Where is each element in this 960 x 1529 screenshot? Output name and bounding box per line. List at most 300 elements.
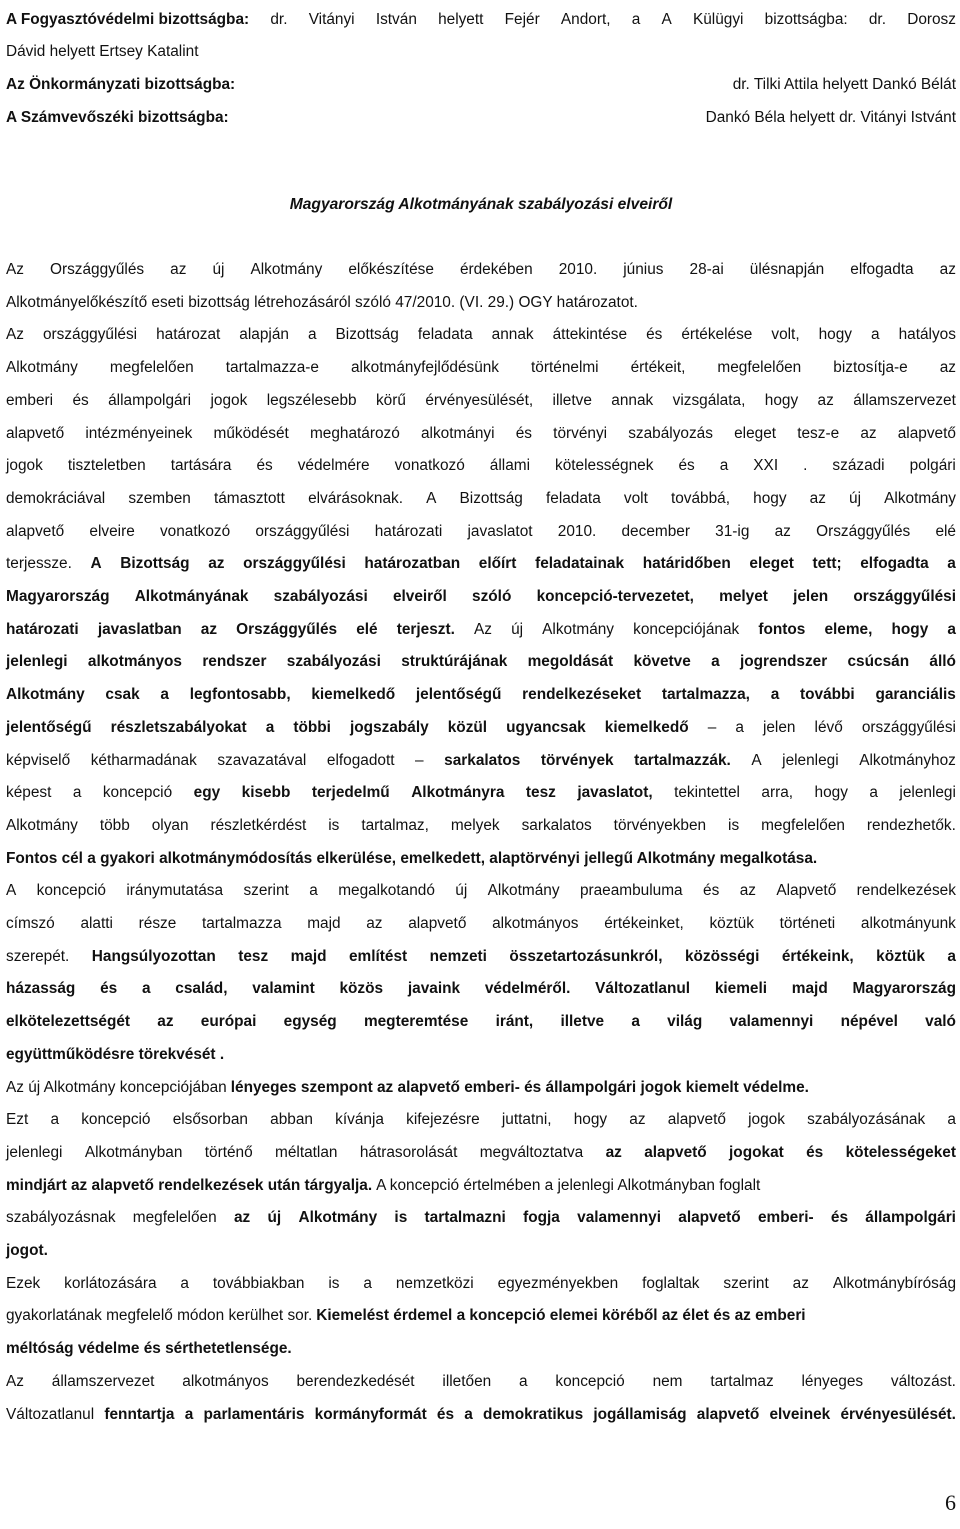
text-span: több xyxy=(99,816,130,834)
text-span: rendezhetők. xyxy=(866,816,956,834)
bold-text: az xyxy=(233,1209,251,1227)
text-span: az xyxy=(809,489,826,507)
bold-text: elveinek xyxy=(769,1405,831,1423)
text-span: abban xyxy=(270,1111,313,1129)
text-span: melyek xyxy=(450,816,500,834)
bold-text: javaslatban xyxy=(97,620,182,638)
text-span: alatti xyxy=(80,915,113,932)
bold-text: A xyxy=(90,555,102,573)
text-span: alkotmányos xyxy=(492,915,579,932)
bold-text: köztük xyxy=(876,947,925,965)
bold-text: alapvető xyxy=(678,1209,741,1227)
text-span: történő xyxy=(204,1143,253,1161)
text-span: feladata xyxy=(545,489,601,507)
bold-text: iránt, xyxy=(495,1013,534,1031)
bold-text: európai xyxy=(200,1013,257,1031)
text-line xyxy=(6,1399,956,1432)
text-span: új xyxy=(212,261,225,278)
text-span: támasztott xyxy=(213,489,285,507)
bold-text: csak xyxy=(105,686,140,704)
text-span: A koncepció értelmében a jelenlegi Alkotmányban foglalt xyxy=(376,1176,761,1194)
bold-text: határidőben xyxy=(642,555,731,573)
bold-text: garanciális xyxy=(875,686,956,704)
bold-text: nemzeti xyxy=(429,947,487,965)
text-span: jogok xyxy=(6,457,43,475)
text-span: emberi xyxy=(6,391,54,409)
text-span: törvényekben xyxy=(613,816,707,834)
bold-text: a xyxy=(160,686,169,704)
text-span: nem xyxy=(652,1372,683,1390)
bold-text: Bizottság xyxy=(120,555,190,573)
text-span: annak xyxy=(611,391,654,409)
text-span: a xyxy=(50,1111,59,1129)
text-span: továbbiakban xyxy=(212,1274,305,1292)
text-span: történelmi xyxy=(531,359,599,377)
text-span: legszélesebb xyxy=(266,391,357,409)
text-span: bizottságba: xyxy=(764,10,848,28)
text-span: áttekintése xyxy=(552,326,628,344)
text-span: berendezkedését xyxy=(296,1372,415,1390)
text-span: alkotmányi xyxy=(420,424,495,442)
text-span: az xyxy=(817,391,834,409)
text-span: polgári xyxy=(909,457,956,475)
text-span: a xyxy=(631,10,641,28)
bold-text: fontos xyxy=(758,620,806,638)
text-span: juttatni, xyxy=(501,1111,552,1129)
text-span: Bizottság xyxy=(459,489,523,507)
bold-text: javaslatot, xyxy=(577,784,653,802)
bold-text: és xyxy=(100,980,118,998)
text-span: – xyxy=(415,751,424,769)
text-line xyxy=(6,1366,956,1399)
text-span: hogy xyxy=(753,489,787,507)
text-span: Változatlanul xyxy=(6,1405,95,1423)
bold-text: méltóság védelme és sérthetetlensége. xyxy=(6,1340,292,1358)
bold-text: határozatban xyxy=(364,555,461,573)
text-span: határozati xyxy=(374,522,443,540)
bold-text: sarkalatos xyxy=(444,751,521,769)
text-span: elfogadott xyxy=(326,751,395,769)
text-line xyxy=(6,102,956,135)
text-span: Az xyxy=(6,326,24,344)
text-span: az xyxy=(939,359,956,377)
page-number: 6 xyxy=(945,1490,956,1515)
bold-text: a xyxy=(770,686,780,704)
text-span: hátrasorolását xyxy=(359,1143,458,1161)
bold-text: álló xyxy=(929,653,956,671)
text-span: megfelelően xyxy=(109,359,194,377)
bold-text: megteremtése xyxy=(363,1013,469,1031)
bold-text: Az Önkormányzati bizottságba: xyxy=(6,75,236,93)
text-span: dr. xyxy=(868,10,886,28)
text-span: és xyxy=(72,391,89,409)
text-line xyxy=(6,1104,956,1137)
text-span: hogy xyxy=(814,784,848,802)
bold-text: elé xyxy=(356,620,378,638)
bold-text: közös xyxy=(339,980,384,998)
text-line xyxy=(6,1137,956,1170)
bold-text: többi xyxy=(293,718,331,736)
bold-text: tartalmazni xyxy=(424,1209,506,1227)
text-span: továbbá, xyxy=(670,489,731,507)
bold-text: a xyxy=(947,620,956,638)
text-span: századi xyxy=(832,457,885,475)
bold-text: kormányformát xyxy=(314,1405,427,1423)
text-line xyxy=(6,1072,956,1105)
bold-text: struktúrájának xyxy=(401,653,508,671)
bold-text: törvények xyxy=(540,751,614,769)
text-span: országgyűlési xyxy=(255,522,350,540)
text-line xyxy=(6,319,956,352)
text-span: jelenlegi xyxy=(782,751,839,769)
text-span: vonatkozó xyxy=(394,457,465,475)
bold-text: Magyarország xyxy=(852,980,956,998)
text-span: Országgyűlés xyxy=(816,522,911,540)
text-span: Alkotmány xyxy=(884,489,956,507)
text-span: 2010. xyxy=(557,522,597,540)
bold-text: javaink xyxy=(407,980,461,998)
text-span: ülésnapján xyxy=(749,261,825,278)
bold-text: demokratikus xyxy=(483,1405,584,1423)
text-span: Alkotmány xyxy=(487,882,560,900)
text-span: illetve xyxy=(552,391,592,409)
text-span: XXI xyxy=(753,457,779,475)
text-span: részletkérdést xyxy=(210,816,307,834)
text-span: alapvető xyxy=(6,424,65,442)
text-span: alkotmányfejlődésünk xyxy=(351,359,500,377)
bold-text: világ xyxy=(667,1013,703,1031)
text-span: foglaltak xyxy=(642,1274,700,1292)
bold-text: népével xyxy=(840,1013,898,1031)
bold-text: követve xyxy=(633,653,691,671)
text-span: Alkotmány xyxy=(6,359,78,377)
text-span: annak xyxy=(491,326,534,344)
text-span: feladata xyxy=(417,326,473,344)
text-span: megfelelően xyxy=(761,816,845,834)
bold-text: egység xyxy=(283,1013,337,1031)
text-span: Az xyxy=(6,1372,24,1390)
text-span: illetően xyxy=(442,1372,492,1390)
text-span: elvárásoknak. xyxy=(308,489,404,507)
bold-text: és xyxy=(830,1209,849,1227)
bold-text: tartalmazza, xyxy=(661,686,750,704)
text-span: nemzetközi xyxy=(395,1274,474,1292)
text-span: megváltoztatva xyxy=(479,1143,584,1161)
bold-text: Magyarország xyxy=(6,588,110,605)
bold-text: elveiről xyxy=(392,588,447,605)
text-span: tesz-e xyxy=(797,424,840,442)
text-span: A xyxy=(6,882,17,900)
text-span: a xyxy=(719,457,729,475)
text-span: A xyxy=(426,489,437,507)
bold-text: alkotmányos xyxy=(87,653,182,671)
text-line xyxy=(6,418,956,451)
text-span: címszó xyxy=(6,915,55,932)
text-span: volt xyxy=(623,489,648,507)
bold-text: a xyxy=(631,1013,640,1031)
text-span: képest xyxy=(6,784,52,802)
bold-text: jelentőségű xyxy=(6,718,92,736)
text-span: előkészítése xyxy=(348,261,434,278)
text-span: a xyxy=(947,1111,956,1129)
text-span: Alkotmánybíróság xyxy=(832,1274,956,1292)
bold-text: közül xyxy=(447,718,488,736)
text-span: elveire xyxy=(89,522,135,540)
bold-text: fogja xyxy=(523,1209,560,1227)
bold-text: védelméről. xyxy=(484,980,571,998)
text-span: alapvető xyxy=(6,522,65,540)
text-span: az xyxy=(739,882,756,900)
text-span: sarkalatos xyxy=(521,816,592,834)
bold-text: Alkotmány xyxy=(298,1209,378,1227)
text-line xyxy=(6,908,956,941)
bold-text: és xyxy=(806,1143,824,1161)
bold-text: eleme, xyxy=(824,620,873,638)
text-span: 2010. xyxy=(558,261,598,278)
section-title: Magyarország Alkotmányának szabályozási elveiről xyxy=(289,196,673,213)
bold-text: hogy xyxy=(891,620,929,638)
bold-text: a xyxy=(141,980,151,998)
text-span: Külügyi xyxy=(692,10,744,28)
text-span: értékeit, xyxy=(630,359,686,377)
bold-text: az xyxy=(208,555,225,573)
text-span: jogok xyxy=(210,391,248,409)
bold-text: valamint xyxy=(252,980,315,998)
bold-text: alapvető xyxy=(696,1405,760,1423)
text-line xyxy=(6,450,956,483)
text-span: államszervezet xyxy=(853,391,956,409)
bold-text: az xyxy=(200,620,218,638)
bold-text: való xyxy=(925,1013,956,1031)
text-span: alapján xyxy=(239,326,289,344)
text-span: terjessze. xyxy=(6,555,72,573)
bold-text: érvényesülését. xyxy=(840,1405,956,1423)
bold-text: és xyxy=(436,1405,455,1423)
text-span: megfelelően xyxy=(717,359,802,377)
bold-text: csúcsán xyxy=(847,653,910,671)
text-span: alapvető xyxy=(408,915,467,932)
text-line xyxy=(6,1039,956,1072)
text-span: és xyxy=(515,424,532,442)
bold-text: mindjárt az alapvető rendelkezések után tárgyalja. xyxy=(6,1176,373,1194)
text-span: koncepció xyxy=(36,882,106,900)
bold-text: a xyxy=(947,947,956,965)
bold-text: állampolgári xyxy=(865,1209,956,1227)
bold-text: illetve xyxy=(560,1013,605,1031)
bold-text: jelentőségű xyxy=(415,686,502,704)
text-span: korlátozására xyxy=(64,1274,157,1292)
bold-text: országgyűlési xyxy=(243,555,346,573)
bold-text: szabályozási xyxy=(286,653,381,671)
text-span: érvényesülését, xyxy=(425,391,534,409)
text-span: vizsgálata, xyxy=(672,391,746,409)
text-span: és xyxy=(256,457,273,475)
text-span: és xyxy=(678,457,695,475)
text-span: tekintettel xyxy=(674,784,740,802)
text-span: megalkotandó xyxy=(338,882,435,900)
text-line xyxy=(6,1006,956,1039)
text-span: Alkotmány xyxy=(6,816,78,834)
text-span: Andort, xyxy=(560,10,611,28)
text-line xyxy=(6,254,956,287)
bold-text: kisebb xyxy=(241,784,291,802)
text-span: elsősorban xyxy=(172,1111,248,1129)
text-span: az xyxy=(792,1274,809,1292)
bold-text: kiemelkedő xyxy=(604,718,689,736)
bold-text: eleget xyxy=(749,555,794,573)
bold-text: rendszer xyxy=(202,653,267,671)
text-span: a xyxy=(869,784,878,802)
bold-text: előírt xyxy=(478,555,517,573)
text-span: alapvető xyxy=(897,424,956,442)
bold-text: határozati xyxy=(6,620,79,638)
bold-text: jogszabály xyxy=(349,718,429,736)
text-span: hogy xyxy=(573,1111,608,1129)
text-line xyxy=(6,69,956,102)
text-span: arra, xyxy=(761,784,794,802)
text-span: a xyxy=(309,882,318,900)
bold-text: Alkotmányának xyxy=(134,588,249,605)
bold-text: majd xyxy=(290,947,327,965)
text-span: tartalmaz xyxy=(710,1372,774,1390)
text-span: lévő xyxy=(814,718,843,736)
text-span: szabályozás xyxy=(628,424,713,442)
bold-text: jogokat xyxy=(729,1143,784,1161)
text-span: eleget xyxy=(734,424,777,442)
bold-text: jogot. xyxy=(6,1242,48,1259)
text-span: állampolgári xyxy=(108,391,192,409)
bold-text: országgyűlési xyxy=(853,588,956,605)
bold-text: tesz xyxy=(525,784,556,802)
text-span: Az új Alkotmány koncepciójában xyxy=(6,1078,227,1096)
text-span: és xyxy=(646,326,663,344)
text-span: kétharmadának xyxy=(90,751,197,769)
text-span: Alkotmány xyxy=(250,261,323,278)
text-span: része xyxy=(138,915,177,932)
bold-text: Alkotmányra xyxy=(411,784,505,802)
text-span: országgyűlési xyxy=(861,718,956,736)
text-span: Alkotmányban xyxy=(84,1143,183,1161)
text-span: államszervezet xyxy=(51,1372,155,1390)
text-line xyxy=(6,516,956,549)
bold-text: fenntartja xyxy=(104,1405,175,1423)
text-span: Alkotmányhoz xyxy=(859,751,956,769)
bold-text: Változatlanul xyxy=(595,980,691,998)
bold-text: értékeink, xyxy=(781,947,854,965)
text-span: is xyxy=(328,1274,340,1292)
text-line xyxy=(6,352,956,385)
text-span: gyakorlatának megfelelő módon kerülhet sor. xyxy=(6,1307,313,1325)
text-span: új xyxy=(511,620,524,638)
bold-text: emberi- xyxy=(758,1209,814,1227)
bold-text: Alkotmány xyxy=(6,686,85,704)
bold-text: alapvető xyxy=(644,1143,707,1161)
text-line xyxy=(6,875,956,908)
text-span: szavazatával xyxy=(217,751,307,769)
text-span: méltatlan xyxy=(275,1143,338,1161)
text-span: az xyxy=(860,424,877,442)
text-span: jelen xyxy=(762,718,796,736)
text-span: 28-ai xyxy=(689,261,724,278)
text-line xyxy=(6,287,956,320)
text-span: A xyxy=(661,10,672,28)
text-span: tartalmazza-e xyxy=(225,359,319,377)
text-span: az xyxy=(366,915,383,932)
text-line xyxy=(6,1268,956,1301)
text-span: koncepció xyxy=(555,1372,625,1390)
text-line xyxy=(6,1202,956,1235)
text-span: országgyűlési xyxy=(42,326,138,344)
text-span: Bizottság xyxy=(335,326,399,344)
text-span: értékelése xyxy=(681,326,753,344)
text-span: új xyxy=(455,882,468,900)
text-span: az xyxy=(774,522,791,540)
text-span: elfogadta xyxy=(850,261,914,278)
text-span: volt, xyxy=(771,326,800,344)
bold-text: kiemeli xyxy=(714,980,768,998)
text-line xyxy=(6,385,956,418)
text-span: Dávid helyett Ertsey Katalint xyxy=(6,43,199,61)
bold-text: szabályozási xyxy=(273,588,368,605)
text-span: az xyxy=(939,261,956,278)
bold-text: házasság xyxy=(6,980,76,998)
text-span: tiszteletben xyxy=(67,457,146,475)
text-span: tartására xyxy=(170,457,232,475)
bold-text: kiemelkedő xyxy=(311,686,396,704)
text-span: tartalmaz, xyxy=(361,816,429,834)
text-line xyxy=(6,973,956,1006)
bold-text: A Számvevőszéki bizottságba: xyxy=(6,108,229,126)
text-span: dr. xyxy=(270,10,288,28)
bold-text: a xyxy=(265,718,275,736)
bold-text: jelen xyxy=(793,588,829,605)
bold-text: tesz xyxy=(238,947,269,965)
text-span: körű xyxy=(375,391,406,409)
text-span: meghatározó xyxy=(309,424,400,442)
text-span: iránymutatása xyxy=(126,882,224,900)
text-span: szabályozásának xyxy=(807,1111,926,1129)
text-span: praeambuluma xyxy=(579,882,683,900)
bold-text: Fontos cél a gyakori alkotmánymódosítás elkerülése, emelkedett, alaptörvényi jellegű Alkotmány megalkotása. xyxy=(6,849,818,867)
bold-text: koncepció-tervezetet, xyxy=(536,588,694,605)
text-span: dr. Tilki Attila helyett Dankó Bélát xyxy=(732,75,956,93)
bold-text: elkötelezettségét xyxy=(6,1013,131,1031)
bold-text: Kiemelést érdemel a koncepció elemei köréből az élet és az emberi xyxy=(316,1307,806,1325)
bold-text: közösségi xyxy=(684,947,760,965)
text-span: . xyxy=(803,457,808,475)
bold-text: parlamentáris xyxy=(203,1405,305,1423)
bold-text: terjedelmű xyxy=(311,784,390,802)
bold-text: valamennyi xyxy=(729,1013,814,1031)
text-span: védelmére xyxy=(297,457,370,475)
text-line xyxy=(6,614,956,647)
bold-text: új xyxy=(267,1209,282,1227)
text-line xyxy=(6,679,956,712)
text-span: az xyxy=(629,1111,646,1129)
text-span: a xyxy=(735,718,744,736)
text-span: új xyxy=(849,489,862,507)
text-span: december xyxy=(621,522,690,540)
bold-text: jogállamiság xyxy=(593,1405,687,1423)
bold-text: további xyxy=(799,686,855,704)
text-line xyxy=(6,843,956,876)
bold-text: az xyxy=(157,1013,174,1031)
bold-text: Hangsúlyozottan xyxy=(91,947,216,965)
bold-text: egy xyxy=(193,784,221,802)
text-span: Alapvető xyxy=(776,882,837,900)
text-span: elé xyxy=(935,522,956,540)
text-span: intézményeinek xyxy=(85,424,193,442)
